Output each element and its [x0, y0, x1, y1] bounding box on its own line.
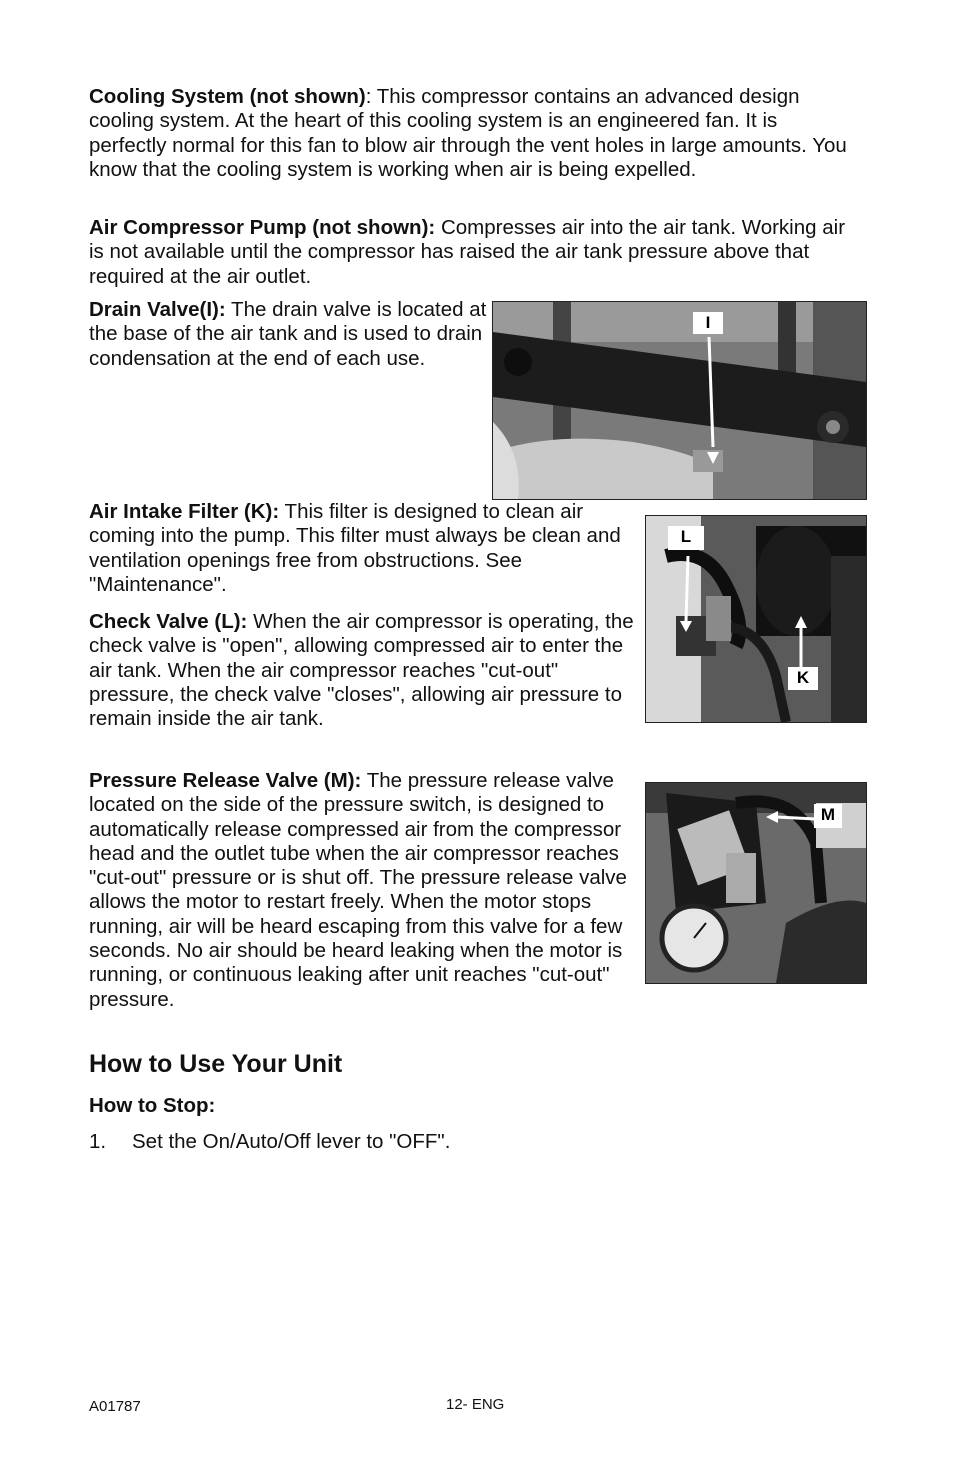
- check-valve-paragraph: [89, 610, 634, 731]
- air-intake-filter-heading: Air Intake Filter (K):: [89, 500, 280, 523]
- pressure-release-valve-heading: Pressure Release Valve (M):: [89, 769, 362, 792]
- callout-l: L: [668, 526, 704, 550]
- step-number: 1.: [89, 1130, 107, 1153]
- drain-valve-heading: Drain Valve(I):: [89, 298, 226, 321]
- section-title: How to Use Your Unit: [89, 1050, 343, 1078]
- cooling-system-paragraph: [89, 85, 859, 182]
- cooling-system-body: This compressor contains an advanced design cooling system. At the heart of this cooling system is an engineered fan. It is perfectly normal for this fan to blow air through the vent holes in large amounts. You know that the cooling system is working when air is being expelled.: [89, 85, 847, 181]
- air-intake-filter-paragraph: [89, 500, 634, 597]
- check-valve-heading: Check Valve (L):: [89, 610, 248, 633]
- section-subtitle: How to Stop:: [89, 1094, 216, 1117]
- pump-body: Compresses air into the air tank. Working air is not available until the compressor has raised the air tank pressure above that required at the air outlet.: [89, 216, 846, 288]
- pump-paragraph: [89, 216, 859, 289]
- separator: :: [365, 85, 377, 108]
- drain-valve-paragraph: [89, 298, 487, 371]
- callout-i: I: [693, 312, 723, 334]
- pressure-release-valve-body: The pressure release valve located on the side of the pressure switch, is designed to automatically release compressed air from the compressor head and the outlet tube when the air compressor reaches "cut-out" pressure or is shut off. The pressure release valve allows the motor to restart freely. When the motor stops running, air will be heard escaping from this valve for a few seconds. No air should be heard leaking when the motor is running, or continuous leaking after unit reaches "cut-out" pressure.: [89, 769, 627, 1011]
- page-number: 12- ENG: [446, 1396, 505, 1413]
- document-code: A01787: [89, 1398, 141, 1415]
- pressure-release-valve-paragraph: [89, 769, 649, 1012]
- callout-m: M: [814, 804, 842, 828]
- air-intake-filter-body: This filter is designed to clean air coming into the pump. This filter must always be clean and ventilation openings free from obstructions. See "Maintenance".: [89, 500, 621, 596]
- drain-valve-photo: [492, 301, 867, 500]
- step-text: Set the On/Auto/Off lever to "OFF".: [132, 1130, 451, 1153]
- pump-heading: Air Compressor Pump (not shown):: [89, 216, 436, 239]
- callout-k: K: [788, 667, 818, 690]
- drain-valve-body: The drain valve is located at the base of the air tank and is used to drain condensation at the end of each use.: [89, 298, 487, 370]
- check-valve-body: When the air compressor is operating, the check valve is "open", allowing compressed air to enter the air tank. When the air compressor reaches "cut-out" pressure, the check valve "closes", allowing air pressure to remain inside the air tank.: [89, 610, 634, 731]
- list-item: [89, 1130, 450, 1154]
- cooling-system-heading: Cooling System (not shown): [89, 85, 366, 108]
